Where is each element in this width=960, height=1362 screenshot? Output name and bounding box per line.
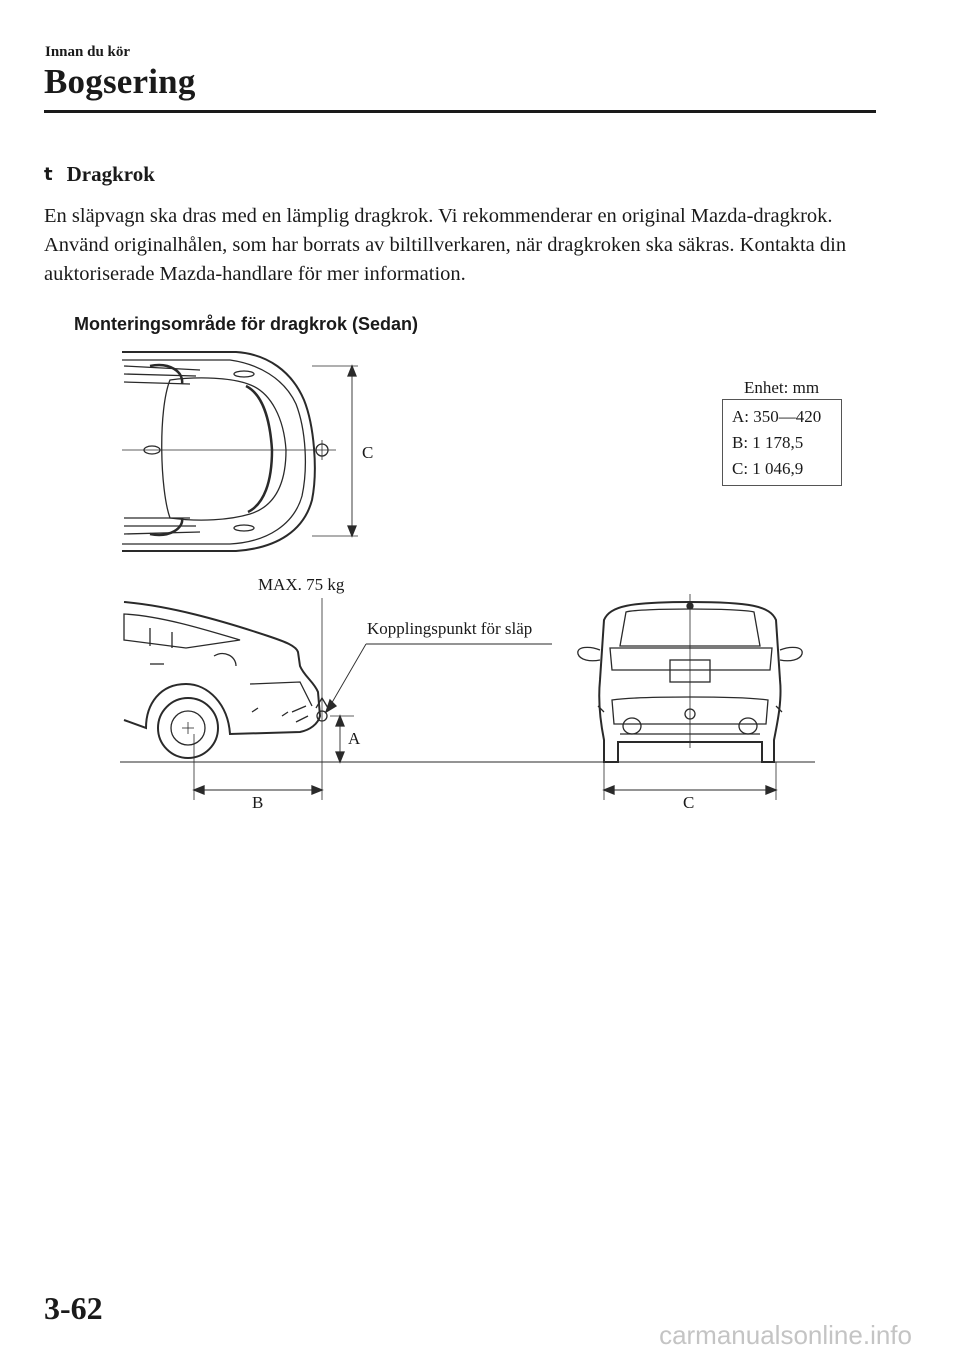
watermark: carmanualsonline.info bbox=[659, 1320, 912, 1350]
dimension-c-bottom-label: C bbox=[683, 793, 695, 812]
max-load-label: MAX. 75 kg bbox=[258, 575, 345, 594]
section-bullet-icon: t bbox=[44, 164, 53, 185]
dimension-c-top-label: C bbox=[362, 443, 374, 462]
dimension-legend bbox=[722, 399, 842, 486]
page-number: 3-62 bbox=[44, 1290, 103, 1326]
section-body: En släpvagn ska dras med en lämplig dragkrok. Vi rekommenderar en original Mazda-dragkrok. Använd originalhålen, som har borrats av biltillverkaren, när dragkroken ska säkras. Kontakta din auktoriserade Mazda-handlare för mer information. bbox=[44, 205, 847, 285]
dimension-c-value: C: 1 046,9 bbox=[732, 459, 804, 478]
coupling-point-label: Kopplingspunkt för släp bbox=[367, 619, 533, 638]
page-title: Bogsering bbox=[44, 62, 196, 101]
car-top-view bbox=[122, 352, 315, 551]
dimension-a-value: A: 350—420 bbox=[732, 407, 822, 426]
car-side-view bbox=[124, 602, 320, 758]
dimension-b-label: B bbox=[252, 793, 264, 812]
dimension-b-value: B: 1 178,5 bbox=[732, 433, 804, 452]
dimension-a-label: A bbox=[348, 729, 361, 748]
breadcrumb: Innan du kör bbox=[45, 44, 131, 60]
section-heading-text: Dragkrok bbox=[66, 162, 155, 186]
unit-title: Enhet: mm bbox=[744, 378, 820, 397]
figure-caption: Monteringsområde för dragkrok (Sedan) bbox=[74, 314, 419, 334]
